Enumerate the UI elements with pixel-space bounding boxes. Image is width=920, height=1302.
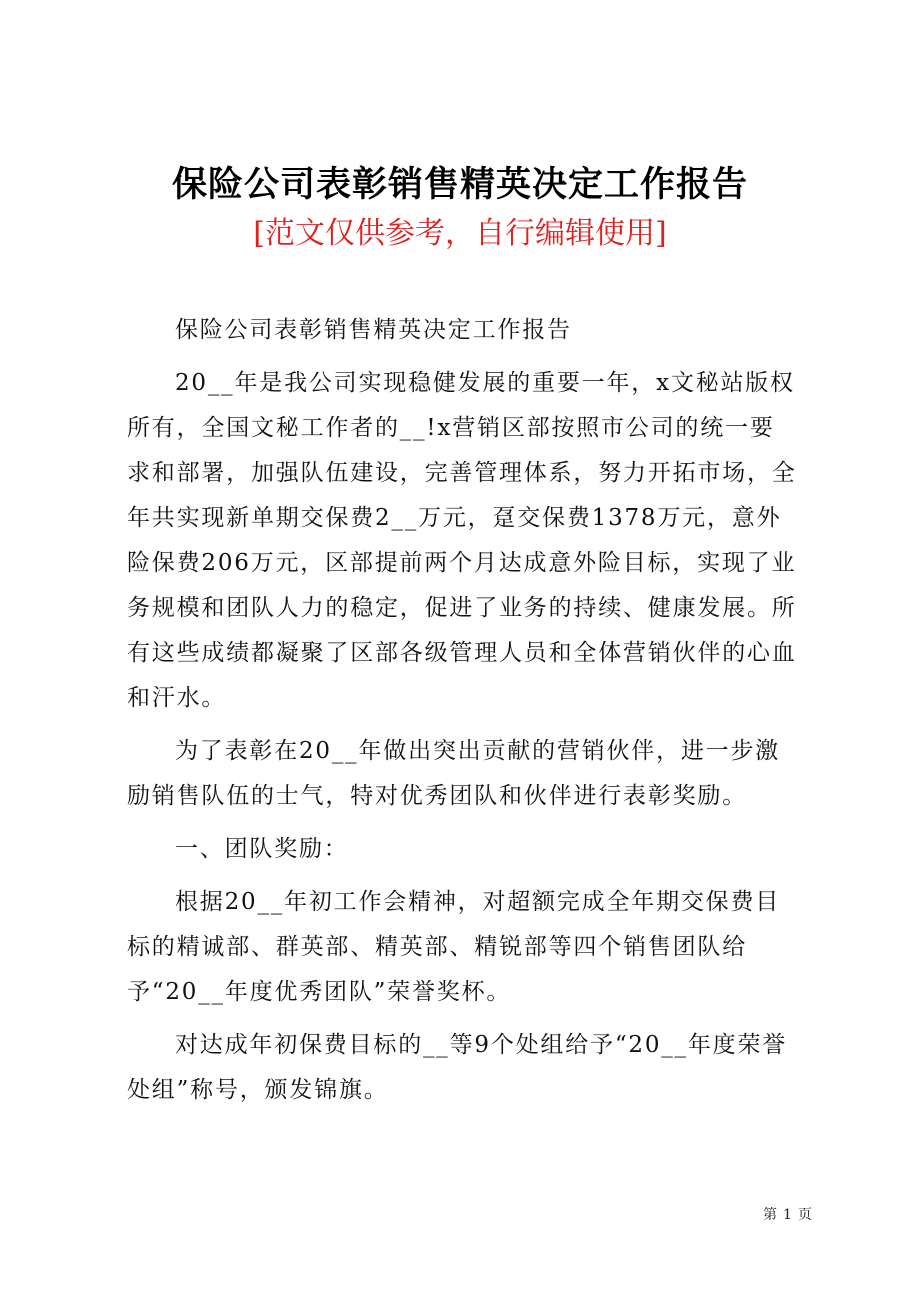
page-footer	[760, 1204, 815, 1224]
footer-suffix: 页	[797, 1207, 812, 1223]
body-paragraph: 对达成年初保费目标的__等9个处组给予“20__年度荣誉处组”称号，颁发锦旗。	[127, 1032, 788, 1103]
page-number: 1	[783, 1207, 792, 1223]
document-subtitle: [范文仅供参考，自行编辑使用]	[253, 216, 667, 251]
section-heading: 一、团队奖励：	[175, 836, 349, 862]
body-heading-paragraph: 保险公司表彰销售精英决定工作报告	[175, 317, 572, 343]
body-paragraph: 根据20__年初工作会精神，对超额完成全年期交保费目标的精诚部、群英部、精英部、精锐部等四个销售团队给予“20__年度优秀团队”荣誉奖杯。	[127, 889, 781, 1005]
document-body	[127, 308, 797, 1121]
footer-prefix: 第	[763, 1207, 777, 1223]
body-paragraph: 为了表彰在20__年做出突出贡献的营销伙伴，进一步激励销售队伍的士气，特对优秀团队和伙伴进行表彰奖励。	[127, 738, 781, 809]
document-title: 保险公司表彰销售精英决定工作报告	[171, 164, 748, 205]
body-paragraph: 20__年是我公司实现稳健发展的重要一年，x文秘站版权所有，全国文秘工作者的__!x营销区部按照市公司的统一要求和部署，加强队伍建设，完善管理体系，努力开拓市场，全年共实现新单期交保费2__万元，趸交保费1378万元，意外险保费206万元，区部提前两个月达成意外险目标，实现了业务规模和团队人力的稳定，促进了业务的持续、健康发展。所有这些成绩都凝聚了区部各级管理人员和全体营销伙伴的心血和汗水。	[127, 370, 797, 711]
